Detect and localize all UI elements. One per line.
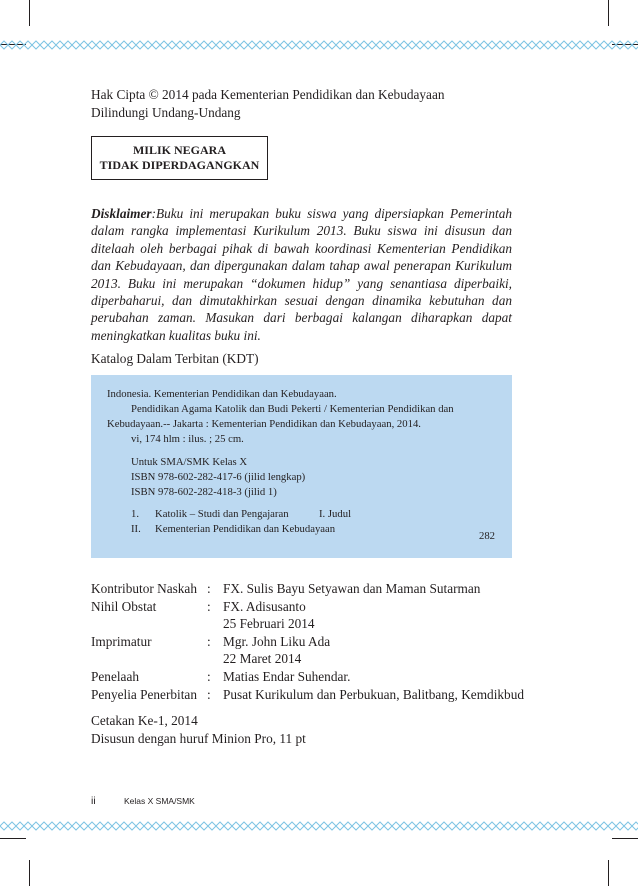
bottom-ornament-band — [0, 821, 638, 831]
credit-value: 25 Februari 2014 — [223, 616, 315, 632]
credit-value: Matias Endar Suhendar. — [223, 668, 351, 684]
copyright-line: Hak Cipta © 2014 pada Kementerian Pendidikan dan Kebudayaan — [91, 87, 445, 102]
crop-mark — [29, 860, 30, 886]
credit-separator: : — [207, 581, 211, 596]
catalog-line: ISBN 978-602-282-417-6 (jilid lengkap) — [131, 471, 306, 483]
ownership-line-1: MILIK NEGARA — [132, 143, 226, 157]
credit-value: Mgr. John Liku Ada — [223, 633, 331, 649]
credits-list — [91, 580, 524, 703]
catalog-line: Untuk SMA/SMK Kelas X — [131, 456, 248, 468]
ownership-box — [91, 136, 268, 180]
catalog-class-number: 282 — [478, 530, 495, 542]
catalog-subject: Kementerian Pendidikan dan Kebudayaan — [155, 523, 336, 535]
credit-separator: : — [207, 633, 211, 649]
catalog-line: ISBN 978-602-282-418-3 (jilid 1) — [131, 486, 277, 498]
catalog-line: vi, 174 hlm : ilus. ; 25 cm. — [131, 433, 244, 445]
credit-value: FX. Adisusanto — [223, 598, 306, 614]
credit-row — [91, 668, 524, 686]
catalog-title-entry: I. Judul — [319, 508, 352, 520]
crop-mark — [612, 838, 638, 839]
credit-label: Kontributor Naskah — [91, 581, 197, 596]
running-footer: Kelas X SMA/SMK — [124, 796, 195, 806]
credit-row — [91, 686, 524, 704]
credit-separator: : — [207, 598, 211, 614]
credit-row — [91, 580, 524, 598]
page-number: ii — [91, 795, 96, 807]
credit-label: Imprimatur — [91, 633, 152, 649]
credit-row — [91, 615, 524, 633]
crop-mark — [0, 838, 26, 839]
credit-label — [91, 615, 207, 633]
credit-separator: : — [207, 686, 211, 702]
protection-line: Dilindungi Undang-Undang — [91, 105, 241, 120]
typeface-line: Disusun dengan huruf Minion Pro, 11 pt — [91, 731, 306, 746]
crop-mark — [608, 860, 609, 886]
catalog-box — [91, 375, 512, 558]
credit-label: Penyelia Penerbitan — [91, 686, 197, 702]
disclaimer-text: :Buku ini merupakan buku siswa yang dipersiapkan Pemerintah dalam rangka implementasi Kurikulum 2013. Buku siswa ini disusun dan ditelaah oleh berbagai pihak di bawah koordinasi Kementerian Pendidikan dan Kebudayaan, dan dipergunakan dalam tahap awal penerapan Kurikulum 2013. Buku ini merupakan “dokumen hidup” yang senantiasa diperbaiki, diperbaharui, dan dimutakhirkan sesuai dengan dinamika kebutuhan dan perubahan zaman. Masukan dari berbagai kalangan diharapkan dapat meningkatkan kualitas buku ini. — [91, 206, 512, 343]
printing-info — [91, 712, 306, 748]
disclaimer-paragraph — [91, 205, 512, 344]
credit-separator — [207, 650, 223, 668]
credit-value: Pusat Kurikulum dan Perbukuan, Balitbang, Kemdikbud — [223, 686, 524, 702]
credit-separator — [207, 615, 223, 633]
catalog-line: Indonesia. Kementerian Pendidikan dan Kebudayaan. — [107, 388, 337, 400]
ownership-line-2: TIDAK DIPERDAGANGKAN — [99, 158, 260, 172]
catalog-subject-number: 1. — [131, 508, 140, 520]
catalog-subject-number: II. — [131, 523, 141, 535]
copyright-notice — [91, 86, 445, 122]
credit-value: 22 Maret 2014 — [223, 651, 302, 667]
catalog-line: Kebudayaan.-- Jakarta : Kementerian Pendidikan dan Kebudayaan, 2014. — [107, 418, 421, 430]
credit-label: Penelaah — [91, 668, 139, 684]
catalog-title: Katalog Dalam Terbitan (KDT) — [91, 351, 259, 366]
disclaimer-lead: Disklaimer — [91, 206, 152, 221]
crop-mark — [29, 0, 30, 26]
credit-row — [91, 633, 524, 651]
top-ornament-band — [0, 40, 638, 50]
credit-label: Nihil Obstat — [91, 598, 157, 614]
crop-mark — [608, 0, 609, 26]
credit-separator: : — [207, 668, 211, 684]
credit-row — [91, 598, 524, 616]
catalog-subject: Katolik – Studi dan Pengajaran — [155, 508, 289, 520]
catalog-line: Pendidikan Agama Katolik dan Budi Pekerti / Kementerian Pendidikan dan — [131, 403, 454, 415]
credit-row — [91, 650, 524, 668]
credit-value: FX. Sulis Bayu Setyawan dan Maman Sutarman — [223, 581, 481, 596]
edition-line: Cetakan Ke-1, 2014 — [91, 713, 198, 728]
credit-label — [91, 650, 207, 668]
